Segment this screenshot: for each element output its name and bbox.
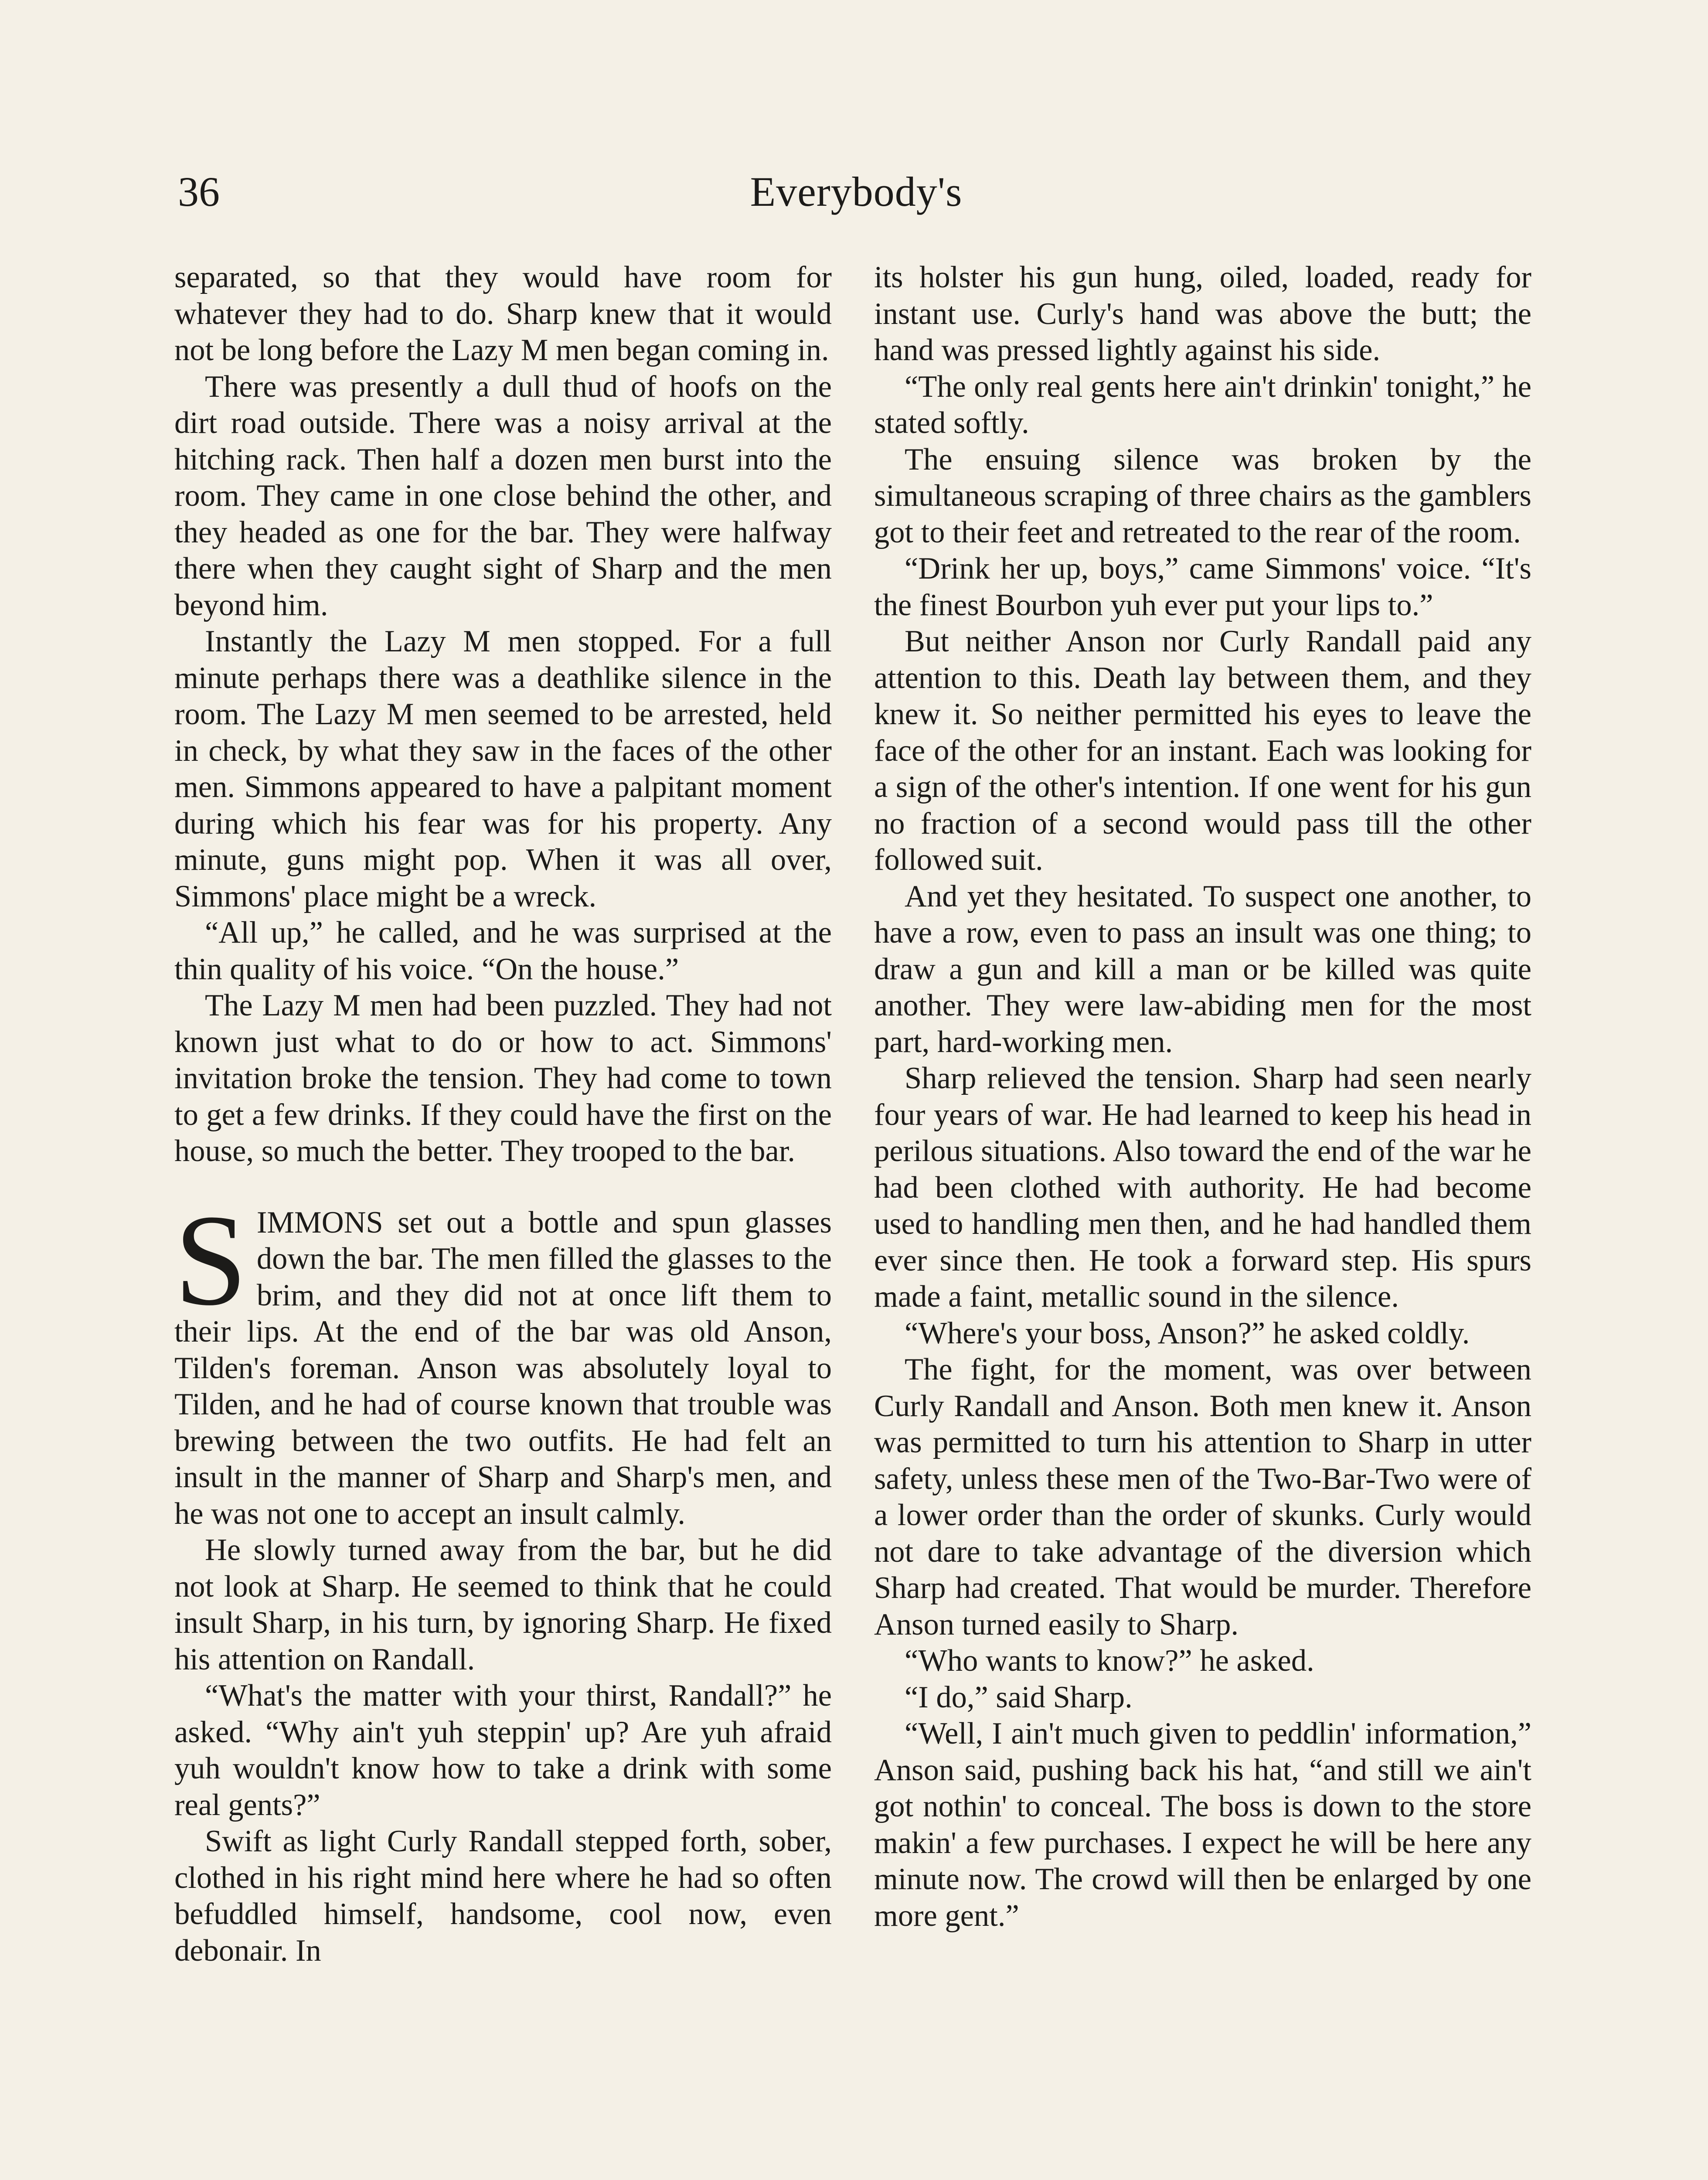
page-header [178, 166, 1534, 244]
paragraph: “What's the matter with your thirst, Randall?” he asked. “Why ain't yuh steppin' up? Are yuh afraid yuh wouldn't know how to take a drink with some real gents?” [174, 1679, 832, 1822]
paragraph: “Where's your boss, Anson?” he asked coldly. [905, 1316, 1470, 1350]
paragraph: “The only real gents here ain't drinkin' tonight,” he stated softly. [874, 369, 1531, 440]
paragraph: The Lazy M men had been puzzled. They had not known just what to do or how to act. Simmons' invitation broke the tension. They had come to town to get a few drinks. If they could have the first on the house, so much the better. They trooped to the bar. [174, 988, 832, 1168]
drop-cap: S [174, 1187, 247, 1332]
paragraph: Sharp relieved the tension. Sharp had seen nearly four years of war. He had learned to keep his head in perilous situations. Also toward the end of the war he had been clothed with authority. He had become used to handling men then, and he had handled them ever since then. He took a forward step. His spurs made a faint, metallic sound in the silence. [874, 1061, 1531, 1314]
section-break [174, 1170, 832, 1205]
paragraph: its holster his gun hung, oiled, loaded, ready for instant use. Curly's hand was above the butt; the hand was pressed lightly against his side. [874, 260, 1531, 367]
page-number: 36 [178, 168, 220, 215]
dropcap-paragraph [174, 1187, 832, 1533]
paragraph: The fight, for the moment, was over between Curly Randall and Anson. Both men knew it. Anson was permitted to turn his attention to Sharp in utter safety, unless these men of the Two-Bar-Two were of a lower order than the order of skunks. Curly would not dare to take advantage of the diversion which Sharp had created. That would be murder. Therefore Anson turned easily to Sharp. [874, 1352, 1531, 1642]
paragraph-text: IMMONS set out a bottle and spun glasses down the bar. The men filled the glasses to the brim, and they did not at once lift them to their lips. At the end of the bar was old Anson, Tilden's foreman. Anson was absolutely loyal to Tilden, and he had of course known that trouble was brewing between the two outfits. He had felt an insult in the manner of Sharp and Sharp's men, and he was not one to accept an insult calmly. [174, 1205, 832, 1531]
paragraph: There was presently a dull thud of hoofs on the dirt road outside. There was a noisy arrival at the hitching rack. Then half a dozen men burst into the room. They came in one close behind the other, and they headed as one for the bar. They were halfway there when they caught sight of Sharp and the men beyond him. [174, 369, 832, 622]
paragraph: But neither Anson nor Curly Randall paid any attention to this. Death lay between them, and they knew it. So neither permitted his eyes to leave the face of the other for an instant. Each was looking for a sign of the other's intention. If one went for his gun no fraction of a second would pass till the other followed suit. [874, 624, 1531, 877]
paragraph: “Who wants to know?” he asked. [905, 1644, 1314, 1678]
paragraph: And yet they hesitated. To suspect one another, to have a row, even to pass an insult was one thing; to draw a gun and kill a man or be killed was quite another. They were law-abiding men for the most part, hard-working men. [874, 879, 1531, 1059]
paragraph: He slowly turned away from the bar, but he did not look at Sharp. He seemed to think that he could insult Sharp, in his turn, by ignoring Sharp. He fixed his attention on Randall. [174, 1533, 832, 1676]
paragraph: Swift as light Curly Randall stepped forth, sober, clothed in his right mind here where he had so often befuddled himself, handsome, cool now, even debonair. In [174, 1824, 832, 1968]
paragraph: “Drink her up, boys,” came Simmons' voice. “It's the finest Bourbon yuh ever put your lips to.” [874, 552, 1531, 622]
paragraph: separated, so that they would have room for whatever they had to do. Sharp knew that it would not be long before the Lazy M men began coming in. [174, 260, 832, 367]
paragraph: The ensuing silence was broken by the simultaneous scraping of three chairs as the gamblers got to their feet and retreated to the rear of the room. [874, 442, 1531, 549]
paragraph: Instantly the Lazy M men stopped. For a full minute perhaps there was a deathlike silence in the room. The Lazy M men seemed to be arrested, held in check, by what they saw in the faces of the other men. Simmons appeared to have a palpitant moment during which his fear was for his property. Any minute, guns might pop. When it was all over, Simmons' place might be a wreck. [174, 624, 832, 913]
paragraph: “Well, I ain't much given to peddlin' information,” Anson said, pushing back his hat, “and still we ain't got nothin' to conceal. The boss is down to the store makin' a few purchases. I expect he will be here any minute now. The crowd will then be enlarged by one more gent.” [874, 1717, 1531, 1933]
paragraph: “I do,” said Sharp. [905, 1680, 1133, 1714]
running-title: Everybody's [750, 168, 963, 215]
paragraph: “All up,” he called, and he was surprised at the thin quality of his voice. “On the house.” [174, 916, 832, 986]
left-column [174, 259, 832, 1969]
right-column [874, 259, 1531, 1934]
